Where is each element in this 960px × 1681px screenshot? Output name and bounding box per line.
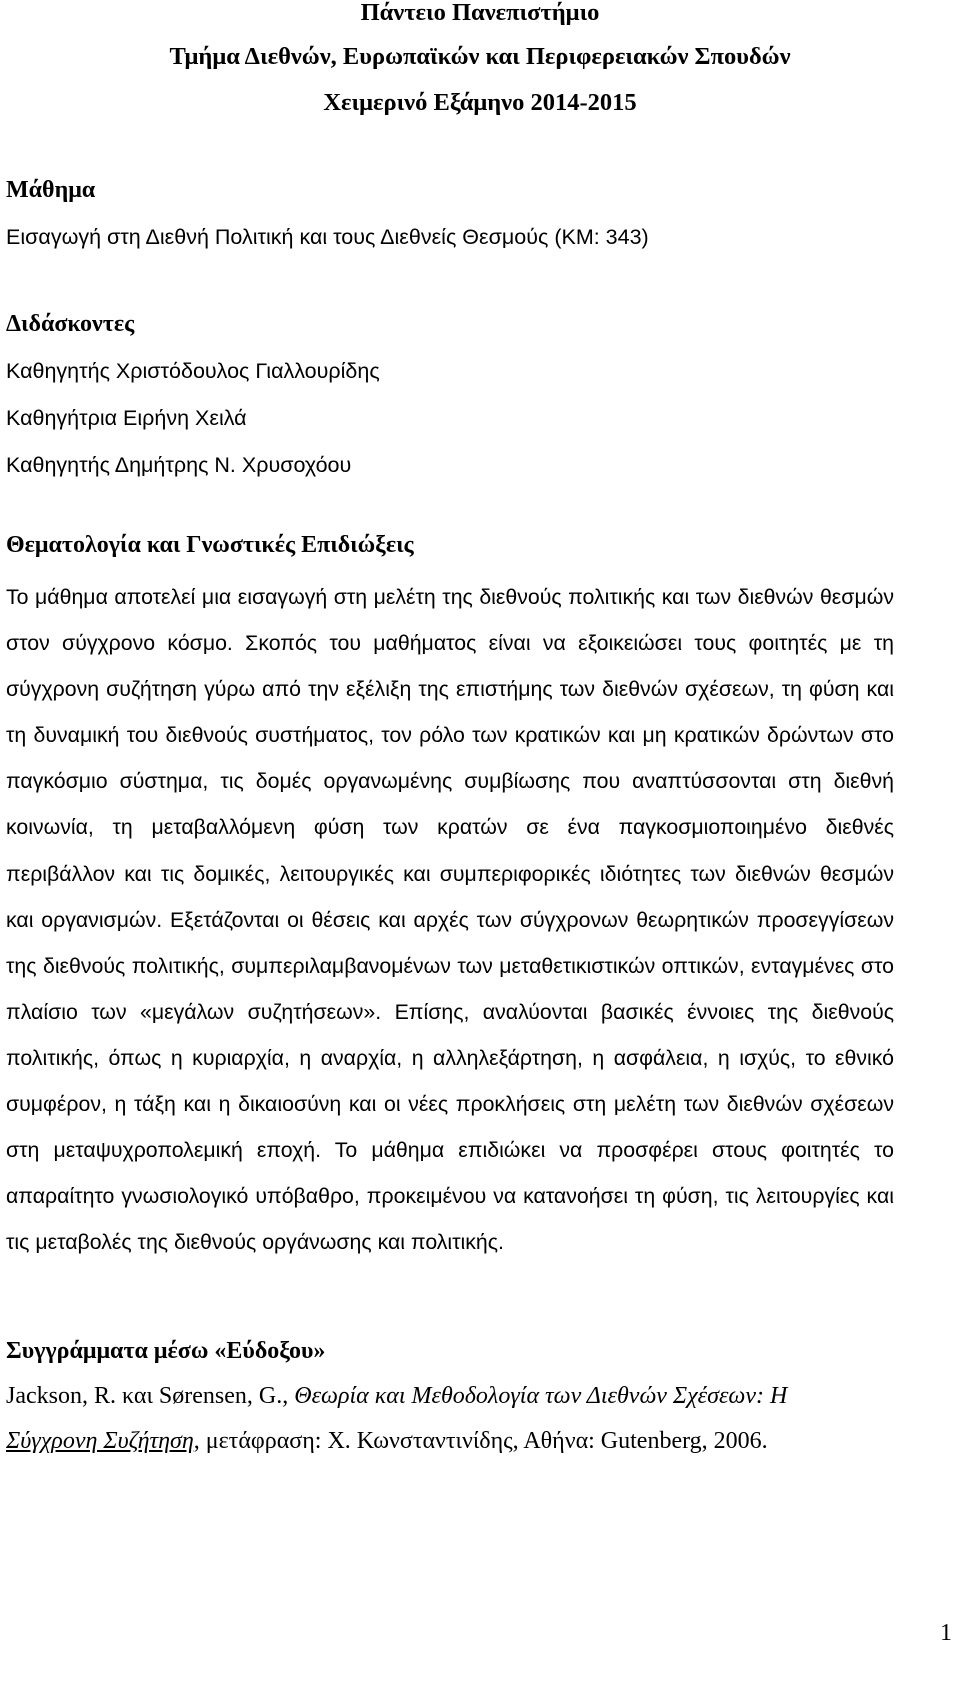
textbook-reference-line-2 xyxy=(6,1426,906,1456)
textbook-title-part2: Σύγχρονη Συζήτηση xyxy=(6,1428,194,1454)
course-heading: Μάθημα xyxy=(6,177,96,203)
topics-heading: Θεματολογία και Γνωστικές Επιδιώξεις xyxy=(6,532,414,558)
instructors-heading: Διδάσκοντες xyxy=(6,311,135,337)
department-name: Τμήμα Διεθνών, Ευρωπαϊκών και Περιφερειακών Σπουδών xyxy=(169,43,791,70)
semester-label: Χειμερινό Εξάμηνο 2014-2015 xyxy=(323,89,637,116)
instructor-item: Καθηγήτρια Ειρήνη Χειλά xyxy=(6,406,247,430)
university-name: Πάντειο Πανεπιστήμιο xyxy=(360,0,600,26)
textbook-title-part1: Θεωρία και Μεθοδολογία των Διεθνών Σχέσεων: Η xyxy=(294,1383,788,1409)
textbook-reference-line-1 xyxy=(6,1381,906,1411)
textbook-authors: Jackson, R. και Sørensen, G., xyxy=(6,1383,289,1409)
textbooks-heading: Συγγράμματα μέσω «Εύδοξου» xyxy=(6,1338,326,1364)
course-title: Εισαγωγή στη Διεθνή Πολιτική και τους Διεθνείς Θεσμούς (ΚΜ: 343) xyxy=(6,225,649,249)
textbook-publication: , μετάφραση: Χ. Κωνσταντινίδης, Αθήνα: Gutenberg, 2006. xyxy=(193,1428,768,1454)
topics-body: Το μάθημα αποτελεί μια εισαγωγή στη μελέτη της διεθνούς πολιτικής και των διεθνών θεσμών στον σύγχρονο κόσμο. Σκοπός του μαθήματος είναι να εξοικειώσει τους φοιτητές με τη σύγχρονη συζήτηση γύρω από την εξέλιξη της επιστήμης των διεθνών σχέσεων, τη φύση και τη δυναμική του διεθνούς συστήματος, τον ρόλο των κρατικών και μη κρατικών δρώντων στο παγκόσμιο σύστημα, τις δομές οργανωμένης συμβίωσης που αναπτύσσονται στη διεθνή κοινωνία, τη μεταβαλλόμενη φύση των κρατών σε ένα παγκοσμιοποιημένο διεθνές περιβάλλον και τις δομικές, λειτουργικές και συμπεριφορικές ιδιότητες των διεθνών θεσμών και οργανισμών. Εξετάζονται οι θέσεις και αρχές των σύγχρονων θεωρητικών προσεγγίσεων της διεθνούς πολιτικής, συμπεριλαμβανομένων των μεταθετικιστικών οπτικών, ενταγμένες στο πλαίσιο των «μεγάλων συζητήσεων». Επίσης, αναλύονται βασικές έννοιες της διεθνούς πολιτικής, όπως η κυριαρχία, η αναρχία, η αλληλεξάρτηση, η ασφάλεια, η ισχύς, το εθνικό συμφέρον, η τάξη και η δικαιοσύνη και οι νέες προκλήσεις στη μελέτη των διεθνών σχέσεων στη μεταψυχροπολεμική εποχή. Το μάθημα επιδιώκει να προσφέρει στους φοιτητές το απαραίτητο γνωσιολογικό υπόβαθρο, προκειμένου να κατανοήσει τη φύση, τις λειτουργίες και τις μεταβολές της διεθνούς οργάνωσης και πολιτικής. xyxy=(6,585,894,1255)
instructor-item: Καθηγητής Δημήτρης Ν. Χρυσοχόου xyxy=(6,453,352,477)
page-number: 1 xyxy=(940,1620,952,1646)
instructor-item: Καθηγητής Χριστόδουλος Γιαλλουρίδης xyxy=(6,359,380,383)
